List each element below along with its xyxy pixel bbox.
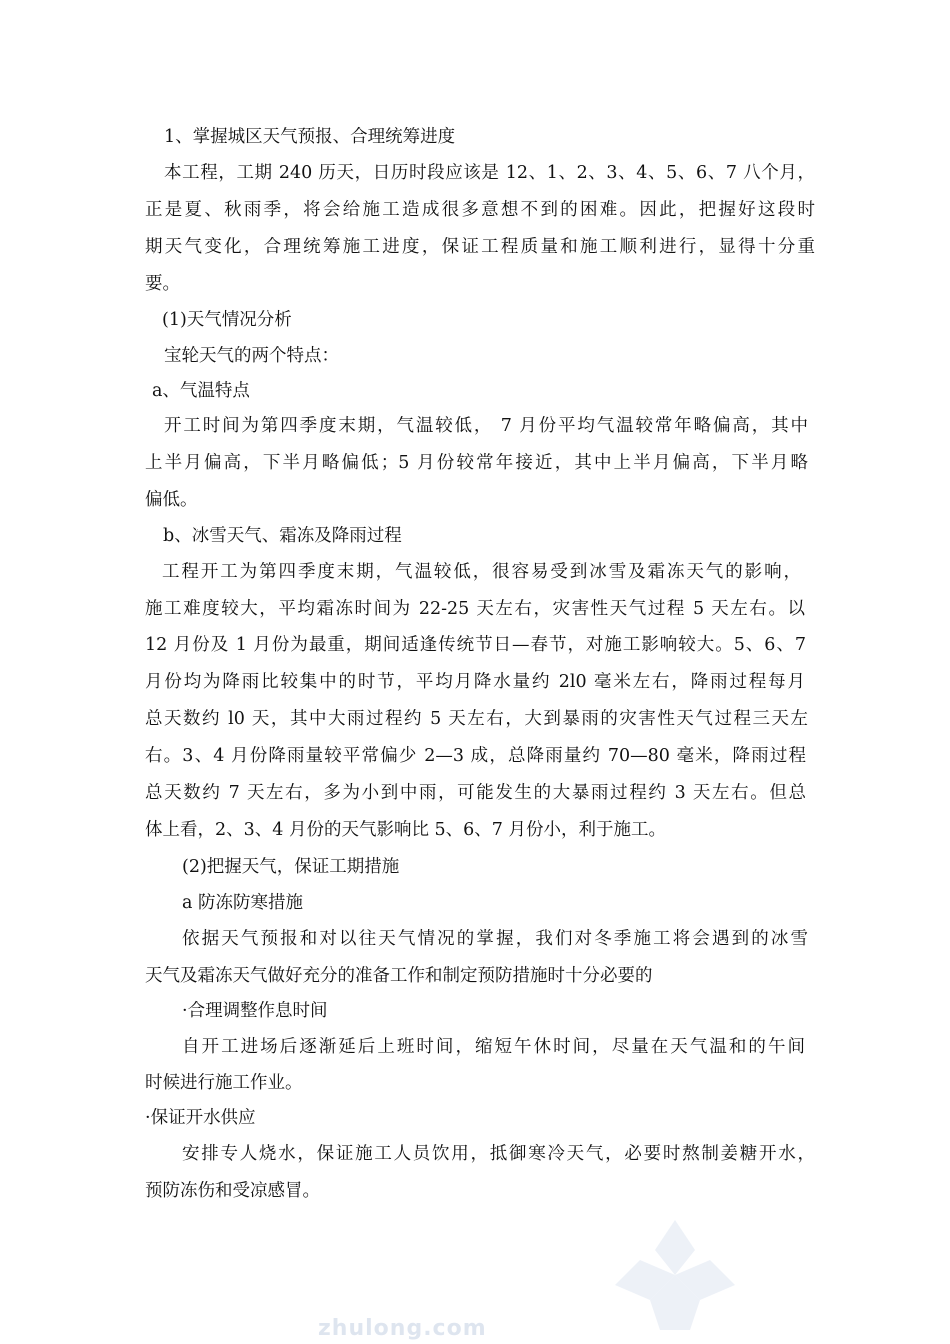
paragraph-line: 天气及霜冻天气做好充分的准备工作和制定预防措施时十分必要的 [145,966,653,986]
paragraph-line: 月份均为降雨比较集中的时节，平均月降水量约 2l0 毫米左右，降雨过程每月 [145,672,805,692]
heading-schedule-measures: (2)把握天气，保证工期措施 [182,857,400,877]
heading-weather-forecast: 1、掌握城区天气预报、合理统筹进度 [164,127,456,147]
bullet-hot-water-supply: ·保证开水供应 [145,1108,256,1128]
bullet-adjust-schedule: ·合理调整作息时间 [182,1001,328,1021]
paragraph-line: 偏低。 [145,490,198,510]
paragraph-line: 上半月偏高，下半月略偏低；5 月份较常年接近，其中上半月偏高，下半月略 [145,453,808,473]
paragraph-line: 总天数约 l0 天，其中大雨过程约 5 天左右，大到暴雨的灾害性天气过程三天左 [145,709,808,729]
paragraph-line: 工程开工为第四季度末期，气温较低，很容易受到冰雪及霜冻天气的影响， [162,562,801,582]
subheading-snow-frost-rain: b、冰雪天气、霜冻及降雨过程 [163,526,402,546]
paragraph-line: 本工程，工期 240 历天，日历时段应该是 12、1、2、3、4、5、6、7 八个月， [164,163,815,183]
paragraph-line: 正是夏、秋雨季，将会给施工造成很多意想不到的困难。因此，把握好这段时 [145,200,815,220]
paragraph-line: 安排专人烧水，保证施工人员饮用，抵御寒冷天气，必要时熬制姜糖开水， [182,1144,815,1164]
paragraph-line: 依据天气预报和对以往天气情况的掌握，我们对冬季施工将会遇到的冰雪 [182,929,808,949]
paragraph-line: 右。3、4 月份降雨量较平常偏少 2—3 成，总降雨量约 70—80 毫米，降雨过程 [145,746,806,766]
paragraph-line: 开工时间为第四季度末期，气温较低， 7 月份平均气温较常年略偏高，其中 [164,416,808,436]
heading-weather-analysis: (1)天气情况分析 [162,310,292,330]
paragraph-line: 施工难度较大，平均霜冻时间为 22-25 天左右，灾害性天气过程 5 天左右。以 [145,599,805,619]
paragraph-line: 总天数约 7 天左右，多为小到中雨，可能发生的大暴雨过程约 3 天左右。但总 [145,783,806,803]
paragraph-line: 时候进行施工作业。 [145,1073,303,1093]
subheading-temperature: a、气温特点 [152,381,250,401]
watermark-logo-icon [600,1215,750,1335]
paragraph-line: 自开工进场后逐渐延后上班时间，缩短午休时间，尽量在天气温和的午间 [182,1037,805,1057]
watermark-text: zhulong.com [318,1316,487,1341]
subheading-antifreeze: a 防冻防寒措施 [182,893,303,913]
paragraph-line: 预防冻伤和受凉感冒。 [145,1181,320,1201]
paragraph-line: 体上看，2、3、4 月份的天气影响比 5、6、7 月份小，利于施工。 [145,820,666,840]
paragraph-line: 期天气变化，合理统筹施工进度，保证工程质量和施工顺利进行，显得十分重 [145,237,815,257]
paragraph-line: 宝轮天气的两个特点： [164,346,339,366]
paragraph-line: 12 月份及 1 月份为最重，期间适逢传统节日—春节，对施工影响较大。5、6、7 [145,635,806,655]
paragraph-line: 要。 [145,274,180,294]
